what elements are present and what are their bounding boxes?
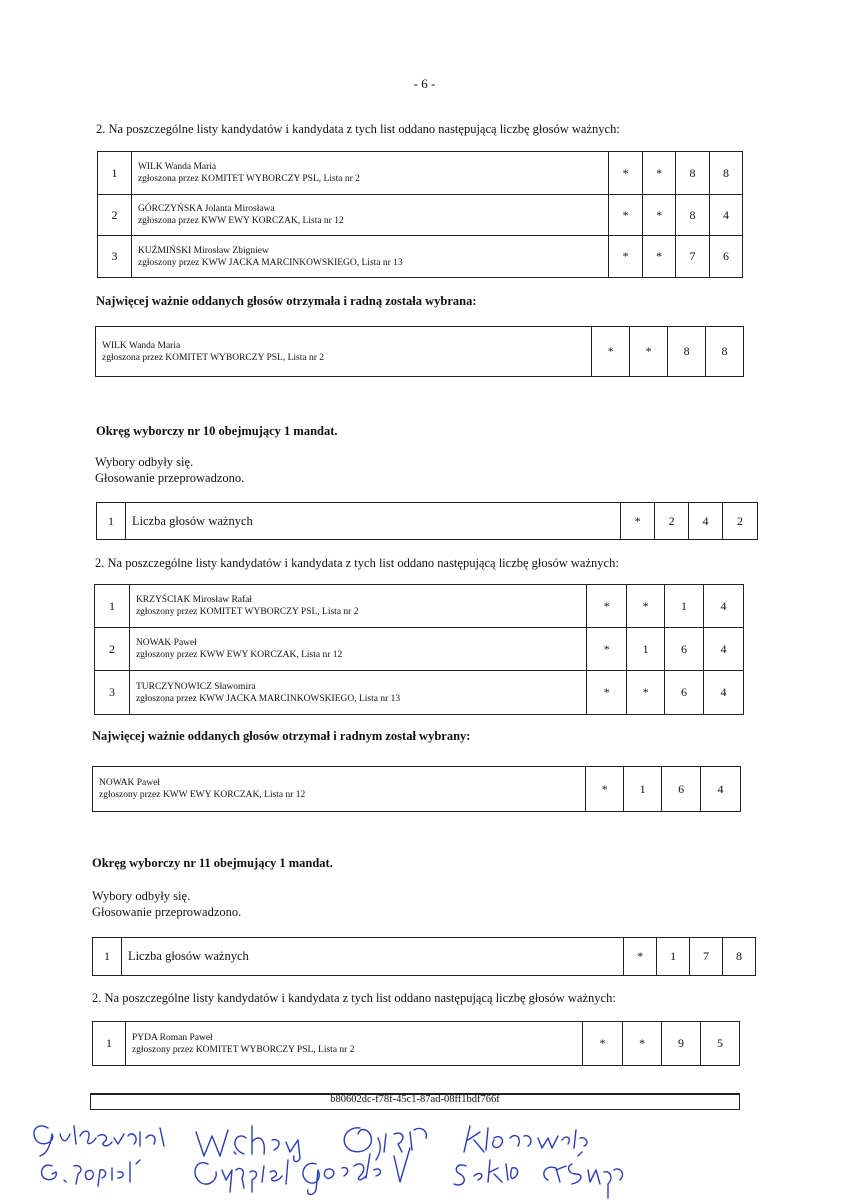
digit-cell: 2: [722, 503, 757, 540]
candidates-table: [94, 584, 744, 715]
valid-votes-table: [96, 502, 758, 540]
candidates-table: [97, 151, 743, 278]
signature-grzesiowski: [34, 1126, 164, 1156]
candidate-name: WILK Wanda Maria: [102, 340, 181, 351]
digit-cell: 4: [710, 195, 743, 236]
digit-cell: *: [609, 152, 643, 195]
candidate-submitted: zgłoszony przez KWW EWY KORCZAK, Lista nr 12: [99, 790, 306, 800]
candidate-submitted: zgłoszona przez KOMITET WYBORCZY PSL, Lista nr 2: [137, 174, 360, 184]
digit-cell: *: [587, 585, 627, 628]
district-heading: Okręg wyborczy nr 10 obejmujący 1 mandat.: [96, 424, 338, 438]
candidates-intro: 2. Na poszczególne listy kandydatów i kandydata z tych list oddano następującą liczbę głosów ważnych:: [92, 991, 616, 1005]
valid-votes-label: Liczba głosów ważnych: [121, 938, 623, 976]
candidate-name: WILK Wanda Maria: [137, 162, 217, 172]
row-number: 1: [95, 585, 130, 628]
digit-cell: *: [587, 671, 627, 715]
row-number: 1: [93, 1022, 126, 1066]
digit-cell: 1: [665, 585, 704, 628]
digit-cell: 6: [665, 628, 704, 671]
candidate-cell: [131, 236, 608, 278]
digit-cell: *: [623, 1022, 662, 1066]
candidates-table: [92, 1021, 740, 1066]
digit-cell: *: [592, 327, 630, 377]
digit-cell: 6: [662, 767, 701, 812]
digit-cell: 8: [676, 195, 710, 236]
district-heading: Okręg wyborczy nr 11 obejmujący 1 mandat.: [92, 856, 333, 870]
candidate-submitted: zgłoszony przez KWW JACKA MARCINKOWSKIEGO, Lista nr 13: [137, 257, 403, 268]
digit-cell: 8: [668, 327, 706, 377]
winner-heading: Najwięcej ważnie oddanych głosów otrzymała i radną została wybrana:: [96, 294, 477, 308]
status-line: Głosowanie przeprowadzono.: [92, 905, 242, 919]
digit-cell: 4: [701, 767, 741, 812]
digit-cell: 9: [662, 1022, 701, 1066]
row-number: 1: [98, 152, 132, 195]
table-row: [95, 585, 744, 628]
candidate-cell: [96, 327, 592, 377]
digit-cell: *: [586, 767, 624, 812]
digit-cell: 7: [676, 236, 710, 278]
row-number: 2: [95, 628, 130, 671]
digit-cell: 8: [710, 152, 743, 195]
candidate-cell: [129, 628, 586, 671]
digit-cell: 6: [665, 671, 704, 715]
candidate-name: NOWAK Paweł: [99, 778, 160, 788]
table-row: [98, 195, 743, 236]
row-number: 3: [98, 236, 132, 278]
candidate-cell: [131, 195, 608, 236]
digit-cell: 4: [704, 585, 744, 628]
digit-cell: *: [627, 585, 665, 628]
table-row: [98, 152, 743, 195]
signature-sekta: [454, 1160, 518, 1185]
valid-votes-label: Liczba głosów ważnych: [125, 503, 620, 540]
digit-cell: *: [583, 1022, 623, 1066]
digit-cell: 6: [710, 236, 743, 278]
winner-heading: Najwięcej ważnie oddanych głosów otrzymał i radnym został wybrany:: [92, 729, 471, 743]
signatures-area: [0, 1108, 849, 1200]
signature-w-chojna: [196, 1126, 300, 1162]
status-line: Wybory odbyły się.: [95, 455, 194, 469]
digit-cell: 1: [624, 767, 662, 812]
valid-votes-table: [92, 937, 756, 976]
table-row: [95, 628, 744, 671]
candidate-cell: [131, 152, 608, 195]
signature-cympiel: [195, 1160, 288, 1192]
digit-cell: 1: [657, 938, 690, 976]
table-row: [95, 671, 744, 715]
table-row: [96, 327, 744, 377]
signature-g-popiel: [42, 1160, 140, 1186]
table-row: [93, 767, 741, 812]
winner-table: [95, 326, 744, 377]
digit-cell: *: [630, 327, 668, 377]
candidate-name: TURCZYNOWICZ Sławomira: [135, 681, 256, 692]
digit-cell: 4: [689, 503, 723, 540]
row-number: 1: [93, 938, 122, 976]
digit-cell: 8: [706, 327, 744, 377]
candidate-cell: [93, 767, 586, 812]
candidate-submitted: zgłoszony przez KOMITET WYBORCZY PSL, Lista nr 2: [135, 607, 359, 617]
table-row: [97, 503, 758, 540]
digit-cell: *: [621, 503, 655, 540]
candidate-submitted: zgłoszony przez KWW EWY KORCZAK, Lista nr 12: [135, 650, 343, 660]
digit-cell: *: [643, 152, 676, 195]
candidates-intro: 2. Na poszczególne listy kandydatów i kandydata z tych list oddano następującą liczbę głosów ważnych:: [95, 556, 619, 570]
digit-cell: *: [643, 195, 676, 236]
digit-cell: *: [609, 195, 643, 236]
document-id: b80602dc-f78f-45c1-87ad-08ff1bdf766f: [330, 1094, 500, 1105]
signature-gorde: [303, 1148, 410, 1195]
candidate-name: PYDA Roman Paweł: [131, 1032, 213, 1043]
digit-cell: *: [627, 671, 665, 715]
candidate-name: GÓRCZYŃSKA Jolanta Mirosława: [137, 204, 275, 214]
candidate-name: NOWAK Paweł: [135, 638, 197, 648]
digit-cell: 4: [704, 628, 744, 671]
digit-cell: 7: [690, 938, 723, 976]
status-line: Głosowanie przeprowadzono.: [95, 471, 245, 485]
candidate-cell: [129, 585, 586, 628]
candidate-submitted: zgłoszona przez KWW EWY KORCZAK, Lista nr 12: [137, 216, 344, 226]
signature-stump: [544, 1152, 623, 1198]
digit-cell: 1: [627, 628, 665, 671]
table-row: [93, 938, 756, 976]
candidate-cell: [125, 1022, 582, 1066]
candidate-name: KUŹMIŃSKI Mirosław Zbigniew: [137, 245, 269, 256]
candidate-submitted: zgłoszona przez KOMITET WYBORCZY PSL, Lista nr 2: [102, 352, 324, 363]
page-number: - 6 -: [413, 76, 436, 91]
row-number: 2: [98, 195, 132, 236]
candidate-cell: [129, 671, 586, 715]
row-number: 1: [97, 503, 126, 540]
digit-cell: 8: [723, 938, 756, 976]
digit-cell: *: [587, 628, 627, 671]
digit-cell: 8: [676, 152, 710, 195]
candidate-name: KRZYŚCIAK Mirosław Rafał: [135, 595, 253, 605]
digit-cell: *: [643, 236, 676, 278]
signature-opiela: [344, 1128, 426, 1160]
signature-klodowska: [464, 1126, 587, 1152]
winner-table: [92, 766, 741, 812]
digit-cell: *: [609, 236, 643, 278]
digit-cell: 2: [655, 503, 689, 540]
candidate-submitted: zgłoszony przez KOMITET WYBORCZY PSL, Lista nr 2: [131, 1044, 355, 1055]
digit-cell: *: [624, 938, 657, 976]
candidates-intro: 2. Na poszczególne listy kandydatów i kandydata z tych list oddano następującą liczbę głosów ważnych:: [96, 122, 620, 136]
candidate-submitted: zgłoszona przez KWW JACKA MARCINKOWSKIEGO, Lista nr 13: [135, 693, 401, 704]
table-row: [98, 236, 743, 278]
digit-cell: 5: [701, 1022, 740, 1066]
status-line: Wybory odbyły się.: [92, 889, 191, 903]
row-number: 3: [95, 671, 130, 715]
digit-cell: 4: [704, 671, 744, 715]
table-row: [93, 1022, 740, 1066]
